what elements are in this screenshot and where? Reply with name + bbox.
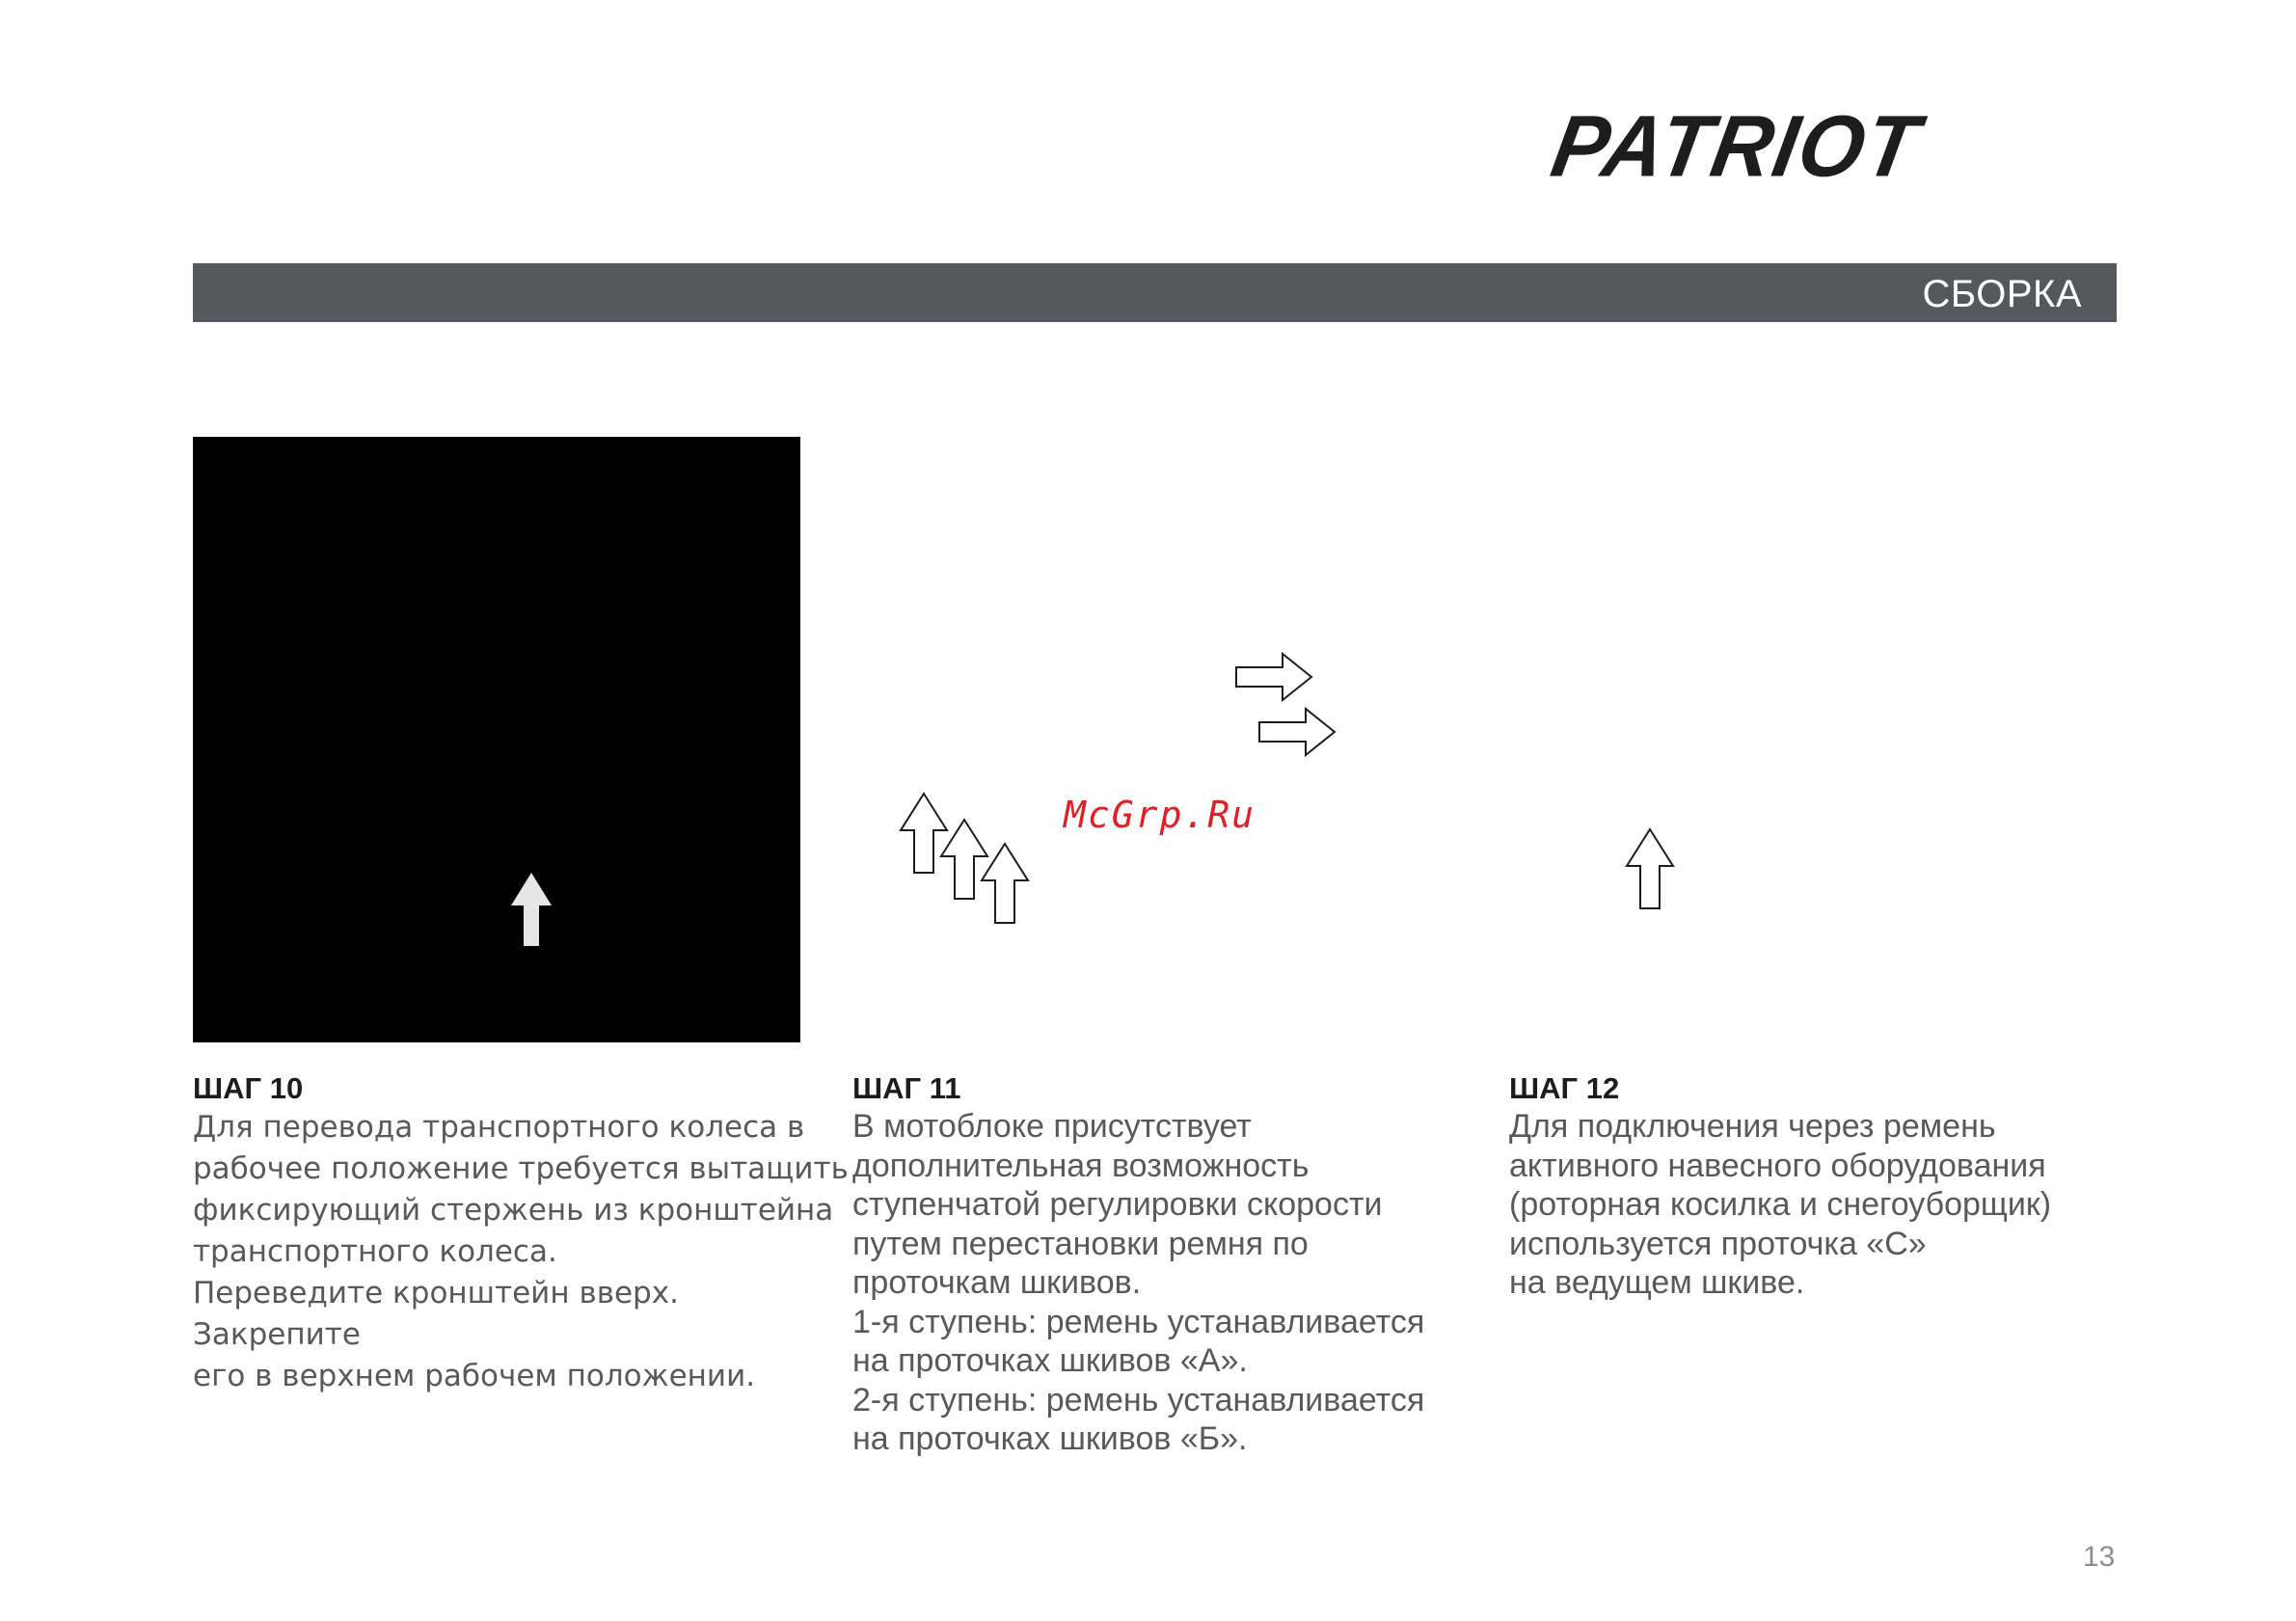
page-number: 13 [2083,1541,2116,1573]
step-12-text [1509,1070,2126,1303]
step-10-text [193,1070,849,1397]
section-header-bar [193,263,2117,322]
step-10-paragraph-1: Для перевода транспортного колеса в рабочее положение требуется вытащить фиксирующий стержень из кронштейна транспортного колеса. [193,1110,849,1269]
step-10-photo [193,437,800,1042]
section-title: СБОРКА [1922,273,2082,315]
step-12-paragraph: Для подключения через ремень активного навесного оборудования (роторная косилка и снегоуборщик) используется проточка «С» на ведущем шкиве. [1509,1108,2052,1301]
right-arrow-icon [1257,707,1337,757]
up-arrow-icon [980,842,1030,925]
step-10-title: ШАГ 10 [193,1071,304,1105]
step-11-text [852,1070,1508,1459]
up-arrow-icon [1625,827,1675,910]
patriot-logo: PATRIOT [1545,97,1928,196]
right-arrow-icon [1234,652,1313,702]
step-10-paragraph-2: Переведите кронштейн вверх. Закрепите его в верхнем рабочем положении. [193,1276,756,1393]
step-12-title: ШАГ 12 [1509,1071,1620,1105]
step-11-title: ШАГ 11 [852,1071,961,1105]
step-11-paragraph: В мотоблоке присутствует дополнительная возможность ступенчатой регулировки скорости путем перестановки ремня по проточкам шкивов. 1-я ступень: ремень устанавливается на проточках шкивов «А». 2-я ступень: ремень устанавливается на проточках шкивов «Б». [852,1108,1425,1457]
step-11-12-figure [829,437,2121,1042]
watermark: McGrp.Ru [1064,794,1256,836]
up-arrow-icon [509,871,554,948]
